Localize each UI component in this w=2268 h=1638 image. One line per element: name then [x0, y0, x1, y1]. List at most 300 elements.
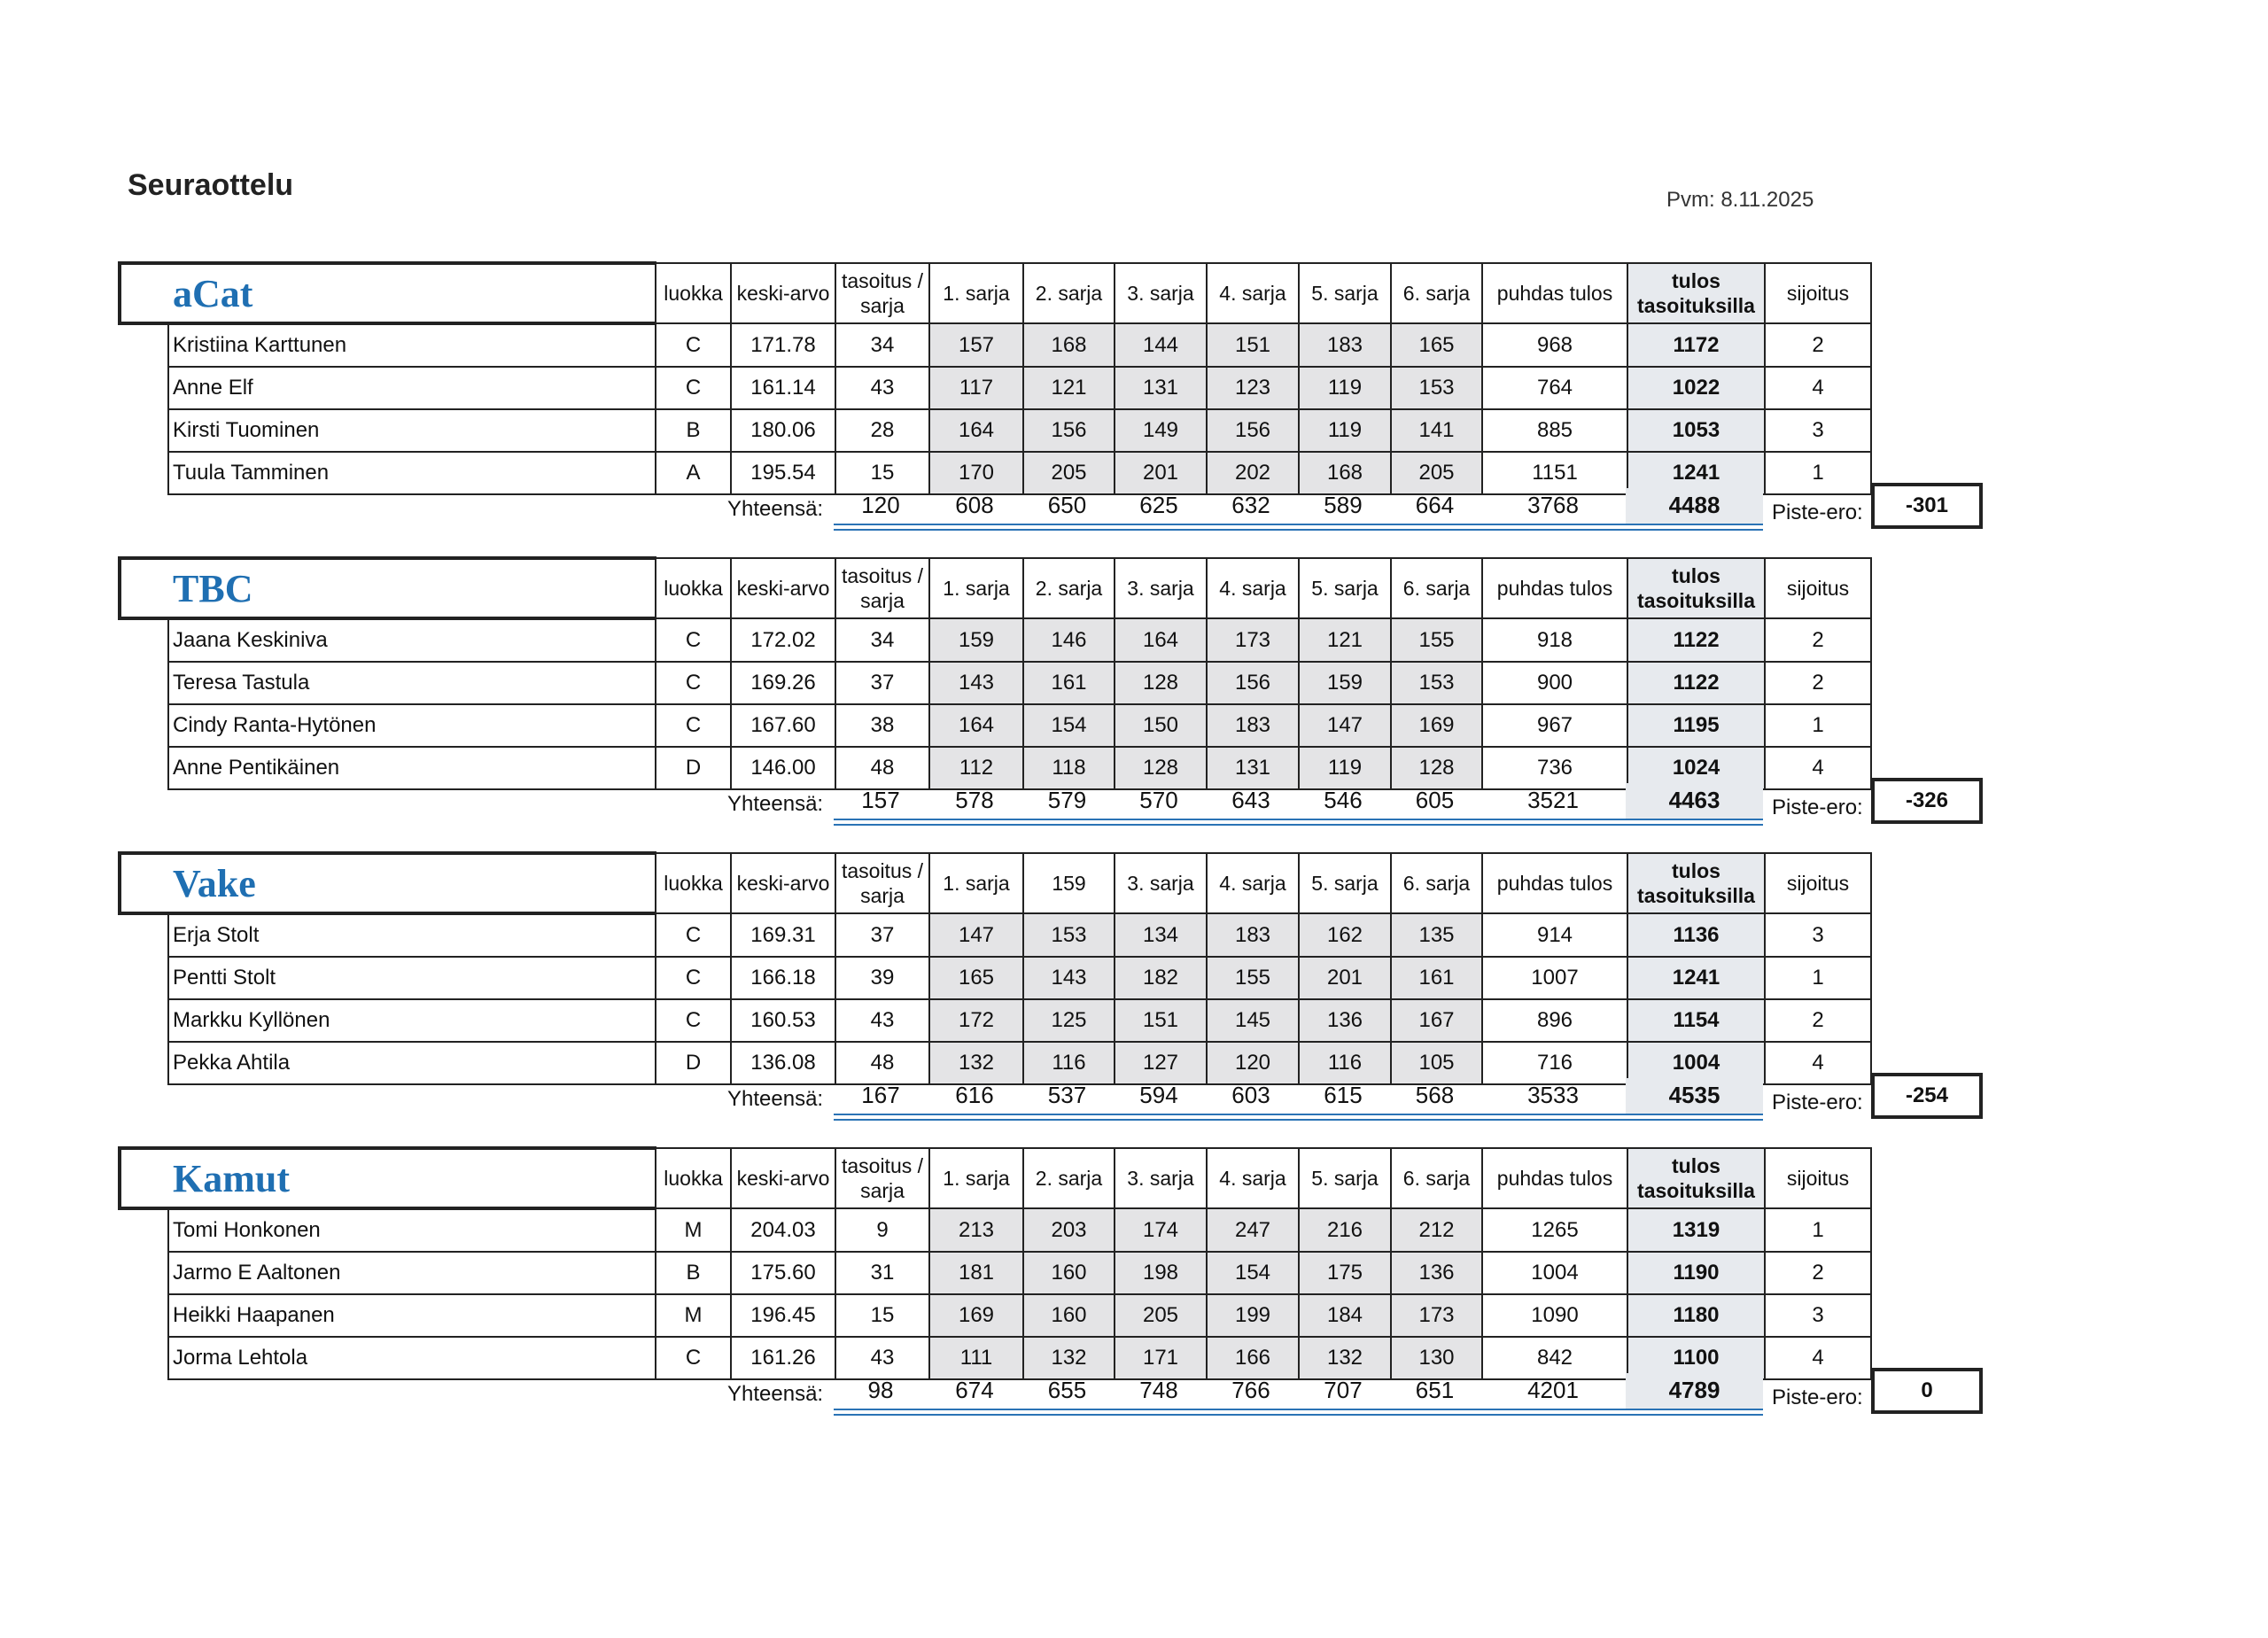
column-header: 1. sarja [929, 853, 1023, 913]
player-name: Pekka Ahtila [168, 1042, 656, 1084]
header-row [120, 558, 1871, 618]
player-average: 172.02 [731, 618, 835, 662]
scratch-total: 918 [1482, 618, 1627, 662]
column-header: keski-arvo [731, 558, 835, 618]
column-header: sijoitus [1765, 1148, 1871, 1208]
total-series: 603 [1231, 1082, 1270, 1108]
column-header: 4. sarja [1207, 1148, 1299, 1208]
series-score: 143 [929, 662, 1023, 704]
team-name: TBC [120, 558, 656, 618]
header-row [120, 263, 1871, 323]
player-class: D [656, 747, 731, 789]
player-row [120, 913, 1871, 957]
total-series: 605 [1415, 787, 1455, 813]
series-score: 201 [1299, 957, 1391, 999]
series-score: 112 [929, 747, 1023, 789]
column-header: 5. sarja [1299, 263, 1391, 323]
column-header: 3. sarja [1115, 1148, 1207, 1208]
total-series: 625 [1139, 492, 1178, 518]
player-class: D [656, 1042, 731, 1084]
totals-row [118, 488, 1949, 527]
player-handicap: 9 [835, 1208, 929, 1252]
player-class: B [656, 409, 731, 452]
row-spacer [120, 323, 168, 367]
series-score: 145 [1207, 999, 1299, 1042]
total-series: 608 [955, 492, 994, 518]
totals-label: Yhteensä: [727, 497, 824, 521]
series-score: 121 [1023, 367, 1115, 409]
team-block [118, 556, 1949, 840]
series-score: 134 [1115, 913, 1207, 957]
scratch-total: 1265 [1482, 1208, 1627, 1252]
series-score: 164 [1115, 618, 1207, 662]
total-handicap: 98 [867, 1377, 894, 1403]
date-label: Pvm: 8.11.2025 [1666, 188, 1814, 212]
page-title: Seuraottelu [128, 168, 294, 202]
column-header: 3. sarja [1115, 853, 1207, 913]
column-header: 6. sarja [1391, 263, 1482, 323]
series-score: 147 [1299, 704, 1391, 747]
column-header: 4. sarja [1207, 263, 1299, 323]
player-average: 161.14 [731, 367, 835, 409]
column-header: tasoitus / sarja [835, 263, 929, 323]
double-underline [834, 1114, 1763, 1121]
total-series: 568 [1415, 1082, 1455, 1108]
team-table [118, 1146, 1872, 1380]
totals-label: Yhteensä: [727, 1087, 824, 1111]
player-handicap: 48 [835, 1042, 929, 1084]
column-header: 159 [1023, 853, 1115, 913]
player-name: Pentti Stolt [168, 957, 656, 999]
diff-label: Piste-ero: [1772, 1386, 1863, 1409]
player-row [120, 323, 1871, 367]
column-header: 1. sarja [929, 263, 1023, 323]
column-header: 3. sarja [1115, 263, 1207, 323]
row-spacer [120, 367, 168, 409]
series-score: 153 [1023, 913, 1115, 957]
series-score: 183 [1207, 704, 1299, 747]
column-header: tulos tasoituksilla [1627, 1148, 1765, 1208]
point-difference: 0 [1871, 1368, 1983, 1414]
series-score: 164 [929, 409, 1023, 452]
series-score: 141 [1391, 409, 1482, 452]
series-score: 161 [1391, 957, 1482, 999]
player-handicap: 28 [835, 409, 929, 452]
team-name: aCat [120, 263, 656, 323]
series-score: 173 [1207, 618, 1299, 662]
total-series: 578 [955, 787, 994, 813]
series-score: 166 [1207, 1337, 1299, 1379]
player-handicap: 37 [835, 662, 929, 704]
series-score: 149 [1115, 409, 1207, 452]
row-spacer [120, 1208, 168, 1252]
player-handicap: 34 [835, 323, 929, 367]
series-score: 136 [1299, 999, 1391, 1042]
diff-label: Piste-ero: [1772, 796, 1863, 819]
handicap-total: 1190 [1627, 1252, 1765, 1294]
player-row [120, 367, 1871, 409]
column-header: 5. sarja [1299, 558, 1391, 618]
series-score: 202 [1207, 452, 1299, 494]
series-score: 120 [1207, 1042, 1299, 1084]
handicap-total: 1122 [1627, 618, 1765, 662]
series-score: 123 [1207, 367, 1299, 409]
point-difference: -326 [1871, 778, 1983, 824]
placement: 1 [1765, 452, 1871, 494]
handicap-total: 1100 [1627, 1337, 1765, 1379]
player-handicap: 34 [835, 618, 929, 662]
player-name: Anne Pentikäinen [168, 747, 656, 789]
player-handicap: 15 [835, 1294, 929, 1337]
placement: 2 [1765, 323, 1871, 367]
handicap-total: 1136 [1627, 913, 1765, 957]
player-name: Anne Elf [168, 367, 656, 409]
column-header: puhdas tulos [1482, 1148, 1627, 1208]
column-header: keski-arvo [731, 853, 835, 913]
column-header: 2. sarja [1023, 558, 1115, 618]
series-score: 167 [1391, 999, 1482, 1042]
series-score: 128 [1115, 662, 1207, 704]
total-with-handicap: 4535 [1668, 1082, 1720, 1108]
team-table [118, 851, 1872, 1085]
series-score: 184 [1299, 1294, 1391, 1337]
series-score: 119 [1299, 367, 1391, 409]
column-header: tulos tasoituksilla [1627, 853, 1765, 913]
series-score: 169 [1391, 704, 1482, 747]
total-scratch: 3768 [1527, 492, 1579, 518]
total-scratch: 4201 [1527, 1377, 1579, 1403]
series-score: 162 [1299, 913, 1391, 957]
total-series: 651 [1415, 1377, 1455, 1403]
series-score: 153 [1391, 662, 1482, 704]
player-class: C [656, 704, 731, 747]
series-score: 170 [929, 452, 1023, 494]
diff-label: Piste-ero: [1772, 501, 1863, 524]
total-series: 537 [1047, 1082, 1087, 1108]
series-score: 146 [1023, 618, 1115, 662]
row-spacer [120, 999, 168, 1042]
player-average: 167.60 [731, 704, 835, 747]
total-with-handicap: 4488 [1668, 492, 1720, 518]
placement: 3 [1765, 913, 1871, 957]
total-series: 655 [1047, 1377, 1087, 1403]
series-score: 131 [1207, 747, 1299, 789]
placement: 1 [1765, 1208, 1871, 1252]
player-name: Tomi Honkonen [168, 1208, 656, 1252]
point-difference: -254 [1871, 1073, 1983, 1119]
series-score: 198 [1115, 1252, 1207, 1294]
total-series: 748 [1139, 1377, 1178, 1403]
column-header: tulos tasoituksilla [1627, 558, 1765, 618]
column-header: 4. sarja [1207, 558, 1299, 618]
totals-row [118, 1373, 1934, 1412]
scratch-total: 900 [1482, 662, 1627, 704]
series-score: 154 [1207, 1252, 1299, 1294]
handicap-total: 1195 [1627, 704, 1765, 747]
total-series: 589 [1324, 492, 1363, 518]
handicap-total: 1180 [1627, 1294, 1765, 1337]
player-row [120, 409, 1871, 452]
series-score: 205 [1115, 1294, 1207, 1337]
scratch-total: 885 [1482, 409, 1627, 452]
series-score: 199 [1207, 1294, 1299, 1337]
placement: 4 [1765, 747, 1871, 789]
series-score: 143 [1023, 957, 1115, 999]
total-series: 650 [1047, 492, 1087, 518]
team-table [118, 261, 1872, 495]
row-spacer [120, 618, 168, 662]
player-average: 171.78 [731, 323, 835, 367]
player-handicap: 39 [835, 957, 929, 999]
series-score: 128 [1115, 747, 1207, 789]
player-name: Markku Kyllönen [168, 999, 656, 1042]
series-score: 156 [1207, 662, 1299, 704]
total-series: 594 [1139, 1082, 1178, 1108]
player-handicap: 43 [835, 999, 929, 1042]
series-score: 157 [929, 323, 1023, 367]
player-class: C [656, 999, 731, 1042]
player-name: Kirsti Tuominen [168, 409, 656, 452]
column-header: 6. sarja [1391, 853, 1482, 913]
scratch-total: 1004 [1482, 1252, 1627, 1294]
totals-label: Yhteensä: [727, 1382, 824, 1406]
total-series: 643 [1231, 787, 1270, 813]
player-row [120, 1252, 1871, 1294]
player-average: 166.18 [731, 957, 835, 999]
handicap-total: 1172 [1627, 323, 1765, 367]
series-score: 159 [1299, 662, 1391, 704]
player-class: A [656, 452, 731, 494]
player-class: C [656, 913, 731, 957]
series-score: 153 [1391, 367, 1482, 409]
total-series: 766 [1231, 1377, 1270, 1403]
double-underline [834, 819, 1763, 826]
player-class: M [656, 1208, 731, 1252]
total-series: 546 [1324, 787, 1363, 813]
player-row [120, 1208, 1871, 1252]
scratch-total: 736 [1482, 747, 1627, 789]
player-average: 196.45 [731, 1294, 835, 1337]
player-handicap: 31 [835, 1252, 929, 1294]
series-score: 165 [929, 957, 1023, 999]
series-score: 117 [929, 367, 1023, 409]
series-score: 150 [1115, 704, 1207, 747]
handicap-total: 1319 [1627, 1208, 1765, 1252]
player-row [120, 704, 1871, 747]
header-row [120, 1148, 1871, 1208]
player-row [120, 1294, 1871, 1337]
player-class: C [656, 323, 731, 367]
column-header: luokka [656, 558, 731, 618]
player-average: 161.26 [731, 1337, 835, 1379]
series-score: 160 [1023, 1252, 1115, 1294]
series-score: 173 [1391, 1294, 1482, 1337]
column-header: sijoitus [1765, 263, 1871, 323]
scratch-total: 764 [1482, 367, 1627, 409]
column-header: 6. sarja [1391, 1148, 1482, 1208]
total-handicap: 167 [861, 1082, 900, 1108]
column-header: 1. sarja [929, 1148, 1023, 1208]
series-score: 156 [1207, 409, 1299, 452]
handicap-total: 1241 [1627, 452, 1765, 494]
series-score: 168 [1299, 452, 1391, 494]
player-average: 160.53 [731, 999, 835, 1042]
team-table [118, 556, 1872, 790]
row-spacer [120, 1252, 168, 1294]
row-spacer [120, 957, 168, 999]
series-score: 165 [1391, 323, 1482, 367]
scratch-total: 842 [1482, 1337, 1627, 1379]
placement: 3 [1765, 1294, 1871, 1337]
series-score: 205 [1023, 452, 1115, 494]
player-average: 136.08 [731, 1042, 835, 1084]
totals-label: Yhteensä: [727, 792, 824, 816]
series-score: 111 [929, 1337, 1023, 1379]
player-average: 195.54 [731, 452, 835, 494]
placement: 2 [1765, 662, 1871, 704]
player-average: 204.03 [731, 1208, 835, 1252]
series-score: 201 [1115, 452, 1207, 494]
series-score: 131 [1115, 367, 1207, 409]
player-handicap: 37 [835, 913, 929, 957]
series-score: 183 [1207, 913, 1299, 957]
player-class: B [656, 1252, 731, 1294]
total-scratch: 3521 [1527, 787, 1579, 813]
total-series: 664 [1415, 492, 1455, 518]
handicap-total: 1053 [1627, 409, 1765, 452]
column-header: 3. sarja [1115, 558, 1207, 618]
column-header: luokka [656, 263, 731, 323]
header-row [120, 853, 1871, 913]
series-score: 172 [929, 999, 1023, 1042]
series-score: 132 [929, 1042, 1023, 1084]
series-score: 182 [1115, 957, 1207, 999]
scratch-total: 716 [1482, 1042, 1627, 1084]
placement: 1 [1765, 957, 1871, 999]
series-score: 128 [1391, 747, 1482, 789]
player-row [120, 618, 1871, 662]
series-score: 116 [1299, 1042, 1391, 1084]
player-name: Jarmo E Aaltonen [168, 1252, 656, 1294]
placement: 1 [1765, 704, 1871, 747]
series-score: 135 [1391, 913, 1482, 957]
scratch-total: 896 [1482, 999, 1627, 1042]
total-series: 570 [1139, 787, 1178, 813]
player-class: C [656, 957, 731, 999]
player-class: C [656, 1337, 731, 1379]
series-score: 154 [1023, 704, 1115, 747]
handicap-total: 1122 [1627, 662, 1765, 704]
column-header: tasoitus / sarja [835, 558, 929, 618]
placement: 3 [1765, 409, 1871, 452]
row-spacer [120, 704, 168, 747]
series-score: 161 [1023, 662, 1115, 704]
column-header: 5. sarja [1299, 1148, 1391, 1208]
column-header: 2. sarja [1023, 263, 1115, 323]
player-row [120, 662, 1871, 704]
player-class: M [656, 1294, 731, 1337]
column-header: 4. sarja [1207, 853, 1299, 913]
series-score: 181 [929, 1252, 1023, 1294]
total-series: 616 [955, 1082, 994, 1108]
column-header: 6. sarja [1391, 558, 1482, 618]
player-class: C [656, 662, 731, 704]
column-header: puhdas tulos [1482, 263, 1627, 323]
player-name: Cindy Ranta-Hytönen [168, 704, 656, 747]
handicap-total: 1004 [1627, 1042, 1765, 1084]
player-handicap: 43 [835, 1337, 929, 1379]
scratch-total: 968 [1482, 323, 1627, 367]
series-score: 205 [1391, 452, 1482, 494]
player-handicap: 43 [835, 367, 929, 409]
point-difference: -301 [1871, 483, 1983, 529]
scratch-total: 967 [1482, 704, 1627, 747]
placement: 2 [1765, 618, 1871, 662]
column-header: sijoitus [1765, 558, 1871, 618]
placement: 2 [1765, 999, 1871, 1042]
player-handicap: 38 [835, 704, 929, 747]
scratch-total: 1151 [1482, 452, 1627, 494]
player-class: C [656, 618, 731, 662]
series-score: 160 [1023, 1294, 1115, 1337]
total-series: 674 [955, 1377, 994, 1403]
series-score: 171 [1115, 1337, 1207, 1379]
placement: 2 [1765, 1252, 1871, 1294]
column-header: luokka [656, 1148, 731, 1208]
series-score: 132 [1299, 1337, 1391, 1379]
column-header: luokka [656, 853, 731, 913]
player-name: Kristiina Karttunen [168, 323, 656, 367]
team-name: Vake [120, 853, 656, 913]
column-header: tasoitus / sarja [835, 1148, 929, 1208]
player-handicap: 48 [835, 747, 929, 789]
column-header: 5. sarja [1299, 853, 1391, 913]
series-score: 119 [1299, 409, 1391, 452]
series-score: 116 [1023, 1042, 1115, 1084]
player-name: Tuula Tamminen [168, 452, 656, 494]
series-score: 119 [1299, 747, 1391, 789]
total-with-handicap: 4789 [1668, 1377, 1720, 1403]
row-spacer [120, 662, 168, 704]
column-header: 2. sarja [1023, 1148, 1115, 1208]
total-series: 615 [1324, 1082, 1363, 1108]
series-score: 125 [1023, 999, 1115, 1042]
series-score: 212 [1391, 1208, 1482, 1252]
series-score: 105 [1391, 1042, 1482, 1084]
series-score: 169 [929, 1294, 1023, 1337]
team-block [118, 261, 1949, 545]
series-score: 136 [1391, 1252, 1482, 1294]
series-score: 151 [1115, 999, 1207, 1042]
column-header: 1. sarja [929, 558, 1023, 618]
series-score: 213 [929, 1208, 1023, 1252]
series-score: 147 [929, 913, 1023, 957]
player-name: Heikki Haapanen [168, 1294, 656, 1337]
scratch-total: 1007 [1482, 957, 1627, 999]
handicap-total: 1241 [1627, 957, 1765, 999]
series-score: 127 [1115, 1042, 1207, 1084]
series-score: 174 [1115, 1208, 1207, 1252]
series-score: 216 [1299, 1208, 1391, 1252]
series-score: 155 [1391, 618, 1482, 662]
series-score: 151 [1207, 323, 1299, 367]
total-series: 707 [1324, 1377, 1363, 1403]
total-series: 579 [1047, 787, 1087, 813]
series-score: 130 [1391, 1337, 1482, 1379]
series-score: 183 [1299, 323, 1391, 367]
double-underline [834, 1409, 1763, 1416]
row-spacer [120, 1294, 168, 1337]
